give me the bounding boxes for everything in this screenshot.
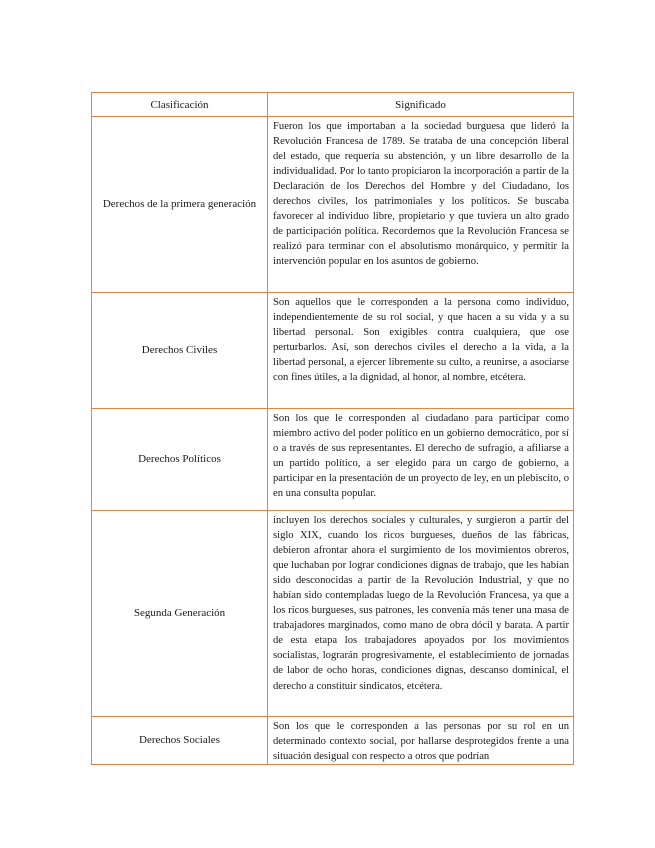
table-row xyxy=(92,717,574,765)
row-classification: Derechos de la primera generación xyxy=(92,117,268,293)
row-classification: Segunda Generación xyxy=(92,511,268,717)
table-row xyxy=(92,511,574,717)
table-row xyxy=(92,117,574,293)
row-classification: Derechos Sociales xyxy=(92,717,268,765)
header-classification: Clasificación xyxy=(92,93,268,117)
rights-table xyxy=(91,92,574,765)
row-meaning: incluyen los derechos sociales y culturales, y surgieron a partir del siglo XIX, cuando los ricos burgueses, dueños de las fábricas, debieron afrontar ahora el surgimiento de los movimientos obreros, que luchaban por lograr condiciones dignas de trabajo, que les habían sido desconocidas a partir de la Revolución Industrial, y que no habían sido contempladas luego de la Revolución Francesa, ya que a los ricos burgueses, sus patrones, les convenía más tener una masa de trabajadores marginados, como mano de obra dócil y barata. A partir de esta etapa los trabajadores apoyados por los movimientos socialistas, lograrán progresivamente, el establecimiento de jornadas de labor de ocho horas, condiciones dignas, descanso dominical, el derecho a constituir sindicatos, etcétera. xyxy=(268,511,574,717)
header-meaning: Significado xyxy=(268,93,574,117)
table-row xyxy=(92,293,574,409)
row-meaning: Fueron los que importaban a la sociedad burguesa que lideró la Revolución Francesa de 1789. Se trataba de una concepción liberal del estado, que requería su abstención, y un libre desarrollo de la individualidad. Por lo tanto propiciaron la incorporación a partir de la Declaración de los Derechos del Hombre y del Ciudadano, los derechos civiles, los patrimoniales y los políticos. Se buscaba favorecer al individuo libre, propietario y que tuviera un alto grado de participación política. Recordemos que la Revolución Francesa se realizó para terminar con el absolutismo monárquico, y permitir la intervención popular en los asuntos de gobierno. xyxy=(268,117,574,293)
row-meaning: Son aquellos que le corresponden a la persona como individuo, independientemente de su rol social, y que hacen a su vida y a su libertad personal. Son exigibles contra cualquiera, que ose perturbarlos. Así, son derechos civiles el derecho a la vida, a la libertad personal, a ejercer libremente su culto, a reunirse, a asociarse con fines útiles, a la dignidad, al honor, al nombre, etcétera. xyxy=(268,293,574,409)
row-meaning: Son los que le corresponden a las personas por su rol en un determinado contexto social, por hallarse desprotegidos frente a una situación desigual con respecto a otros que podrían xyxy=(268,717,574,765)
table-row xyxy=(92,409,574,511)
row-classification: Derechos Civiles xyxy=(92,293,268,409)
table-header-row xyxy=(92,93,574,117)
row-meaning: Son los que le corresponden al ciudadano para participar como miembro activo del poder político en un gobierno democrático, por sí o a través de sus representantes. El derecho de sufragio, a afiliarse a un partido político, a ser elegido para un cargo de gobierno, a participar en la presentación de un proyecto de ley, en un plebiscito, o en una consulta popular. xyxy=(268,409,574,511)
row-classification: Derechos Políticos xyxy=(92,409,268,511)
